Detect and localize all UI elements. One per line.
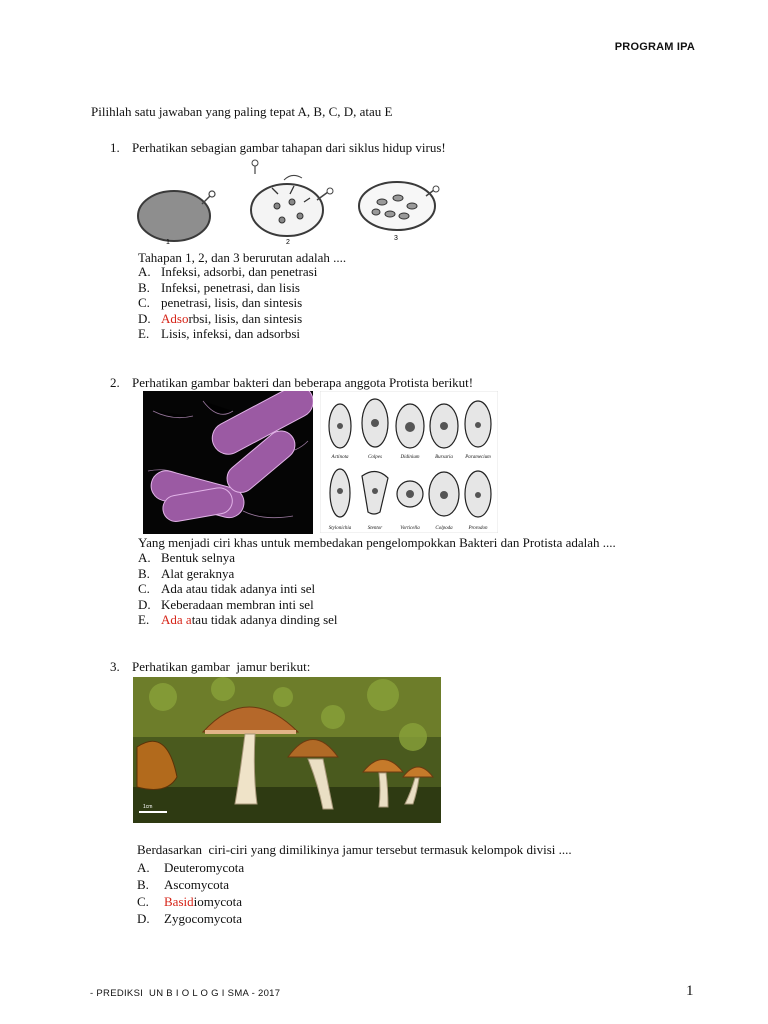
highlight-text: Ada a — [161, 612, 192, 628]
highlight-text: Adso — [161, 310, 189, 326]
virus-stage-1-label: 1 — [166, 239, 170, 246]
option-e[interactable]: E. Ada atau tidak adanya dinding sel — [138, 612, 338, 628]
option-a[interactable]: A. Infeksi, adsorbi, dan penetrasi — [138, 264, 318, 279]
option-c[interactable]: C. penetrasi, lisis, dan sintesis — [138, 295, 303, 311]
option-a[interactable]: A. Deuteromycota — [137, 860, 245, 875]
question-2-prompt: Perhatikan gambar bakteri dan beberapa anggota Protista berikut! — [132, 375, 474, 390]
protista-label: Prorodon — [468, 526, 488, 531]
option-d[interactable]: D. Adsorbsi, lisis, dan sintesis — [138, 310, 303, 326]
question-1-stem: Tahapan 1, 2, dan 3 berurutan adalah .... — [138, 250, 347, 265]
option-a[interactable]: A. Bentuk selnya — [138, 550, 236, 565]
virus-stage-2-image — [251, 160, 333, 236]
mushroom-image — [133, 677, 441, 823]
question-3-options — [137, 859, 244, 927]
protista-label: Paramecium — [465, 455, 491, 460]
instructions: Pilihlah satu jawaban yang paling tepat A, B, C, D, atau E — [91, 104, 393, 119]
question-1-number: 1. — [110, 140, 120, 155]
option-c[interactable]: C. Basidiomycota — [137, 894, 243, 909]
question-3-stem: Berdasarkan ciri-ciri yang dimilikinya jamur tersebut termasuk kelompok divisi .... — [137, 842, 572, 857]
scale-bar-label: 1cm — [143, 804, 153, 810]
protista-label: Actinota — [331, 455, 349, 460]
highlight-text: Basid — [164, 894, 194, 909]
virus-stage-1-image — [138, 191, 215, 241]
virus-stage-3-image — [359, 182, 439, 230]
virus-stage-3-label: 3 — [394, 235, 398, 242]
option-c[interactable]: C. Ada atau tidak adanya inti sel — [138, 581, 316, 597]
program-label: PROGRAM IPA — [614, 41, 695, 53]
virus-lifecycle-figure — [132, 158, 442, 248]
protista-label: Colpes — [368, 455, 382, 460]
option-e[interactable]: E. Lisis, infeksi, dan adsorbsi — [138, 326, 301, 342]
question-1-prompt: Perhatikan sebagian gambar tahapan dari siklus hidup virus! — [132, 140, 446, 155]
page-number: 1 — [686, 983, 694, 999]
option-d[interactable]: D. Keberadaan membran inti sel — [138, 596, 314, 612]
protista-label: Colpoda — [435, 526, 453, 531]
question-2-options — [138, 550, 338, 628]
question-2-stem: Yang menjadi ciri khas untuk membedakan pengelompokkan Bakteri dan Protista adalah .... — [138, 535, 616, 550]
protista-image — [320, 391, 498, 533]
option-b[interactable]: B. Infeksi, penetrasi, dan lisis — [138, 279, 300, 295]
bacteria-image — [143, 391, 313, 534]
footer-text: - PREDIKSI UN B I O L O G I SMA - 2017 — [90, 988, 281, 999]
protista-label: Stentor — [367, 526, 383, 531]
option-b[interactable]: B. Alat geraknya — [138, 565, 235, 581]
protista-label: Stylonichia — [328, 526, 352, 531]
virus-stage-2-label: 2 — [286, 239, 290, 246]
question-3-number: 3. — [110, 659, 120, 674]
option-b[interactable]: B. Ascomycota — [137, 877, 229, 892]
protista-label: Didinium — [400, 455, 420, 460]
question-3-prompt: Perhatikan gambar jamur berikut: — [132, 659, 311, 674]
protista-label: Vorticella — [400, 526, 420, 531]
option-d[interactable]: D. Zygocomycota — [137, 911, 242, 926]
question-1-options — [138, 264, 317, 342]
question-2-number: 2. — [110, 375, 120, 390]
protista-label: Bursaria — [435, 455, 453, 460]
